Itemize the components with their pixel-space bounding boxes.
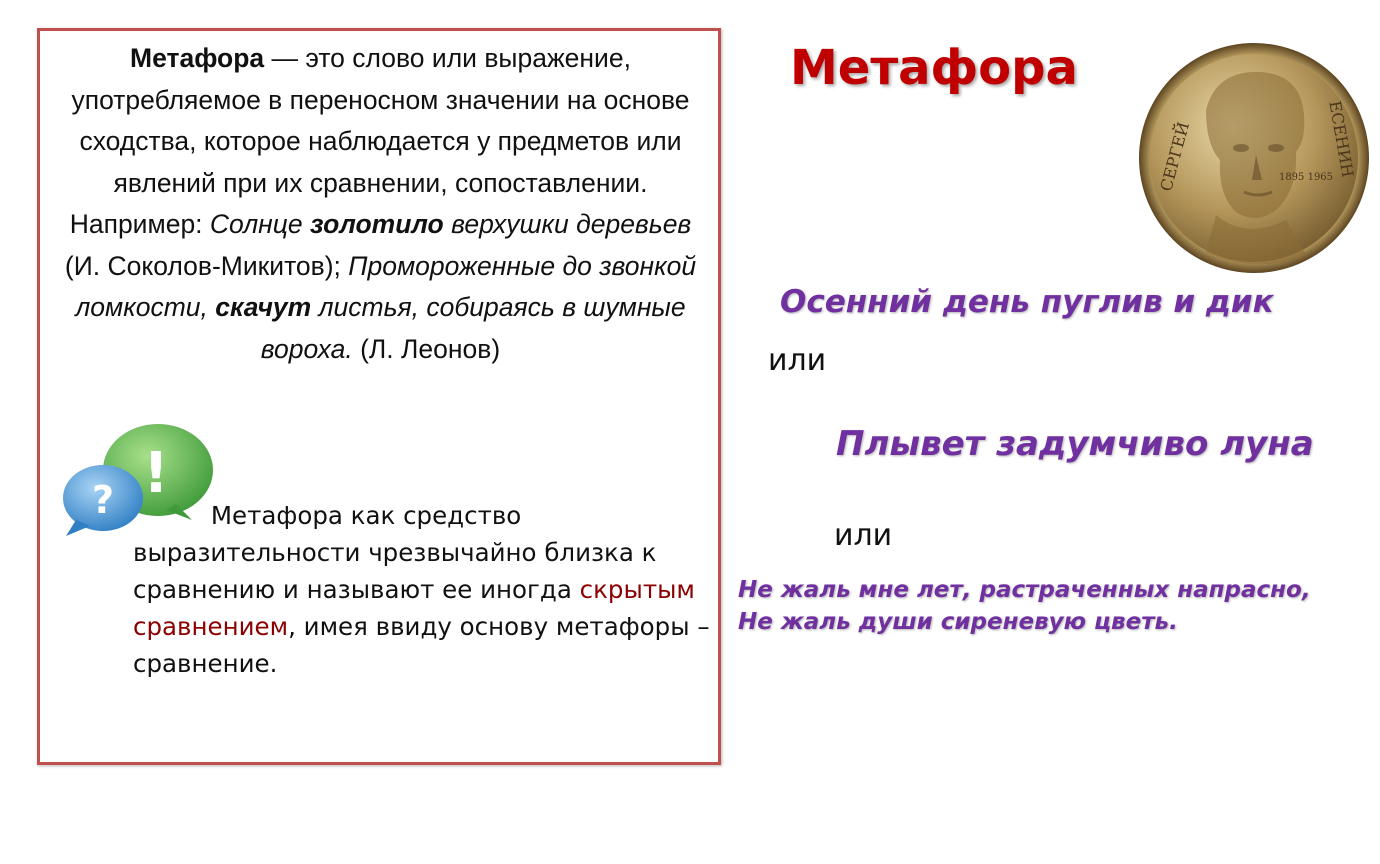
svg-text:!: !: [143, 441, 169, 506]
poem-line-1: Осенний день пуглив и дик: [780, 284, 1274, 320]
medal-name-right: ЕСЕНИН: [1325, 99, 1358, 179]
or-label-2: или: [834, 518, 893, 553]
poem-line-2: Плывет задумчиво луна: [836, 424, 1314, 464]
example-1: Солнце золотило верхушки деревьев: [209, 209, 692, 239]
question-bubble-icon: [63, 465, 143, 536]
hidden-comparison-highlight: скрытым сравнением: [133, 575, 695, 641]
definition-text: Метафора — это слово или выражение, употребляемое в переносном значении на основе сходства, которое наблюдается у предметов или явлений при их сравнении, сопоставлении. Например: Солнце золотило верхушки деревьев (И. Соколов-Микитов); Промороженные до звонкой ломкости, скачут листья, собираясь в шумные вороха. (Л. Леонов): [64, 43, 697, 364]
medal-name-left: СЕРГЕЙ: [1156, 119, 1194, 194]
esenin-medal-image: [1136, 40, 1372, 276]
medal-years: 1895 1965: [1278, 172, 1334, 183]
example-2: Промороженные до звонкой ломкости, скачут листья, собираясь в шумные вороха.: [75, 250, 697, 364]
note-text: Метафора как средство выразительности чрезвычайно близка к сравнению и называют ее иногда скрытым сравнением, имея ввиду основу метафоры – сравнение.: [133, 501, 710, 678]
definition-term: Метафора: [130, 43, 265, 73]
svg-text:?: ?: [91, 478, 115, 522]
or-label-1: или: [768, 343, 827, 378]
page-title: Метафора: [790, 40, 1078, 96]
poem-line-3: Не жаль мне лет, растраченных напрасно, Не жаль души сиреневую цветь.: [738, 577, 1311, 635]
